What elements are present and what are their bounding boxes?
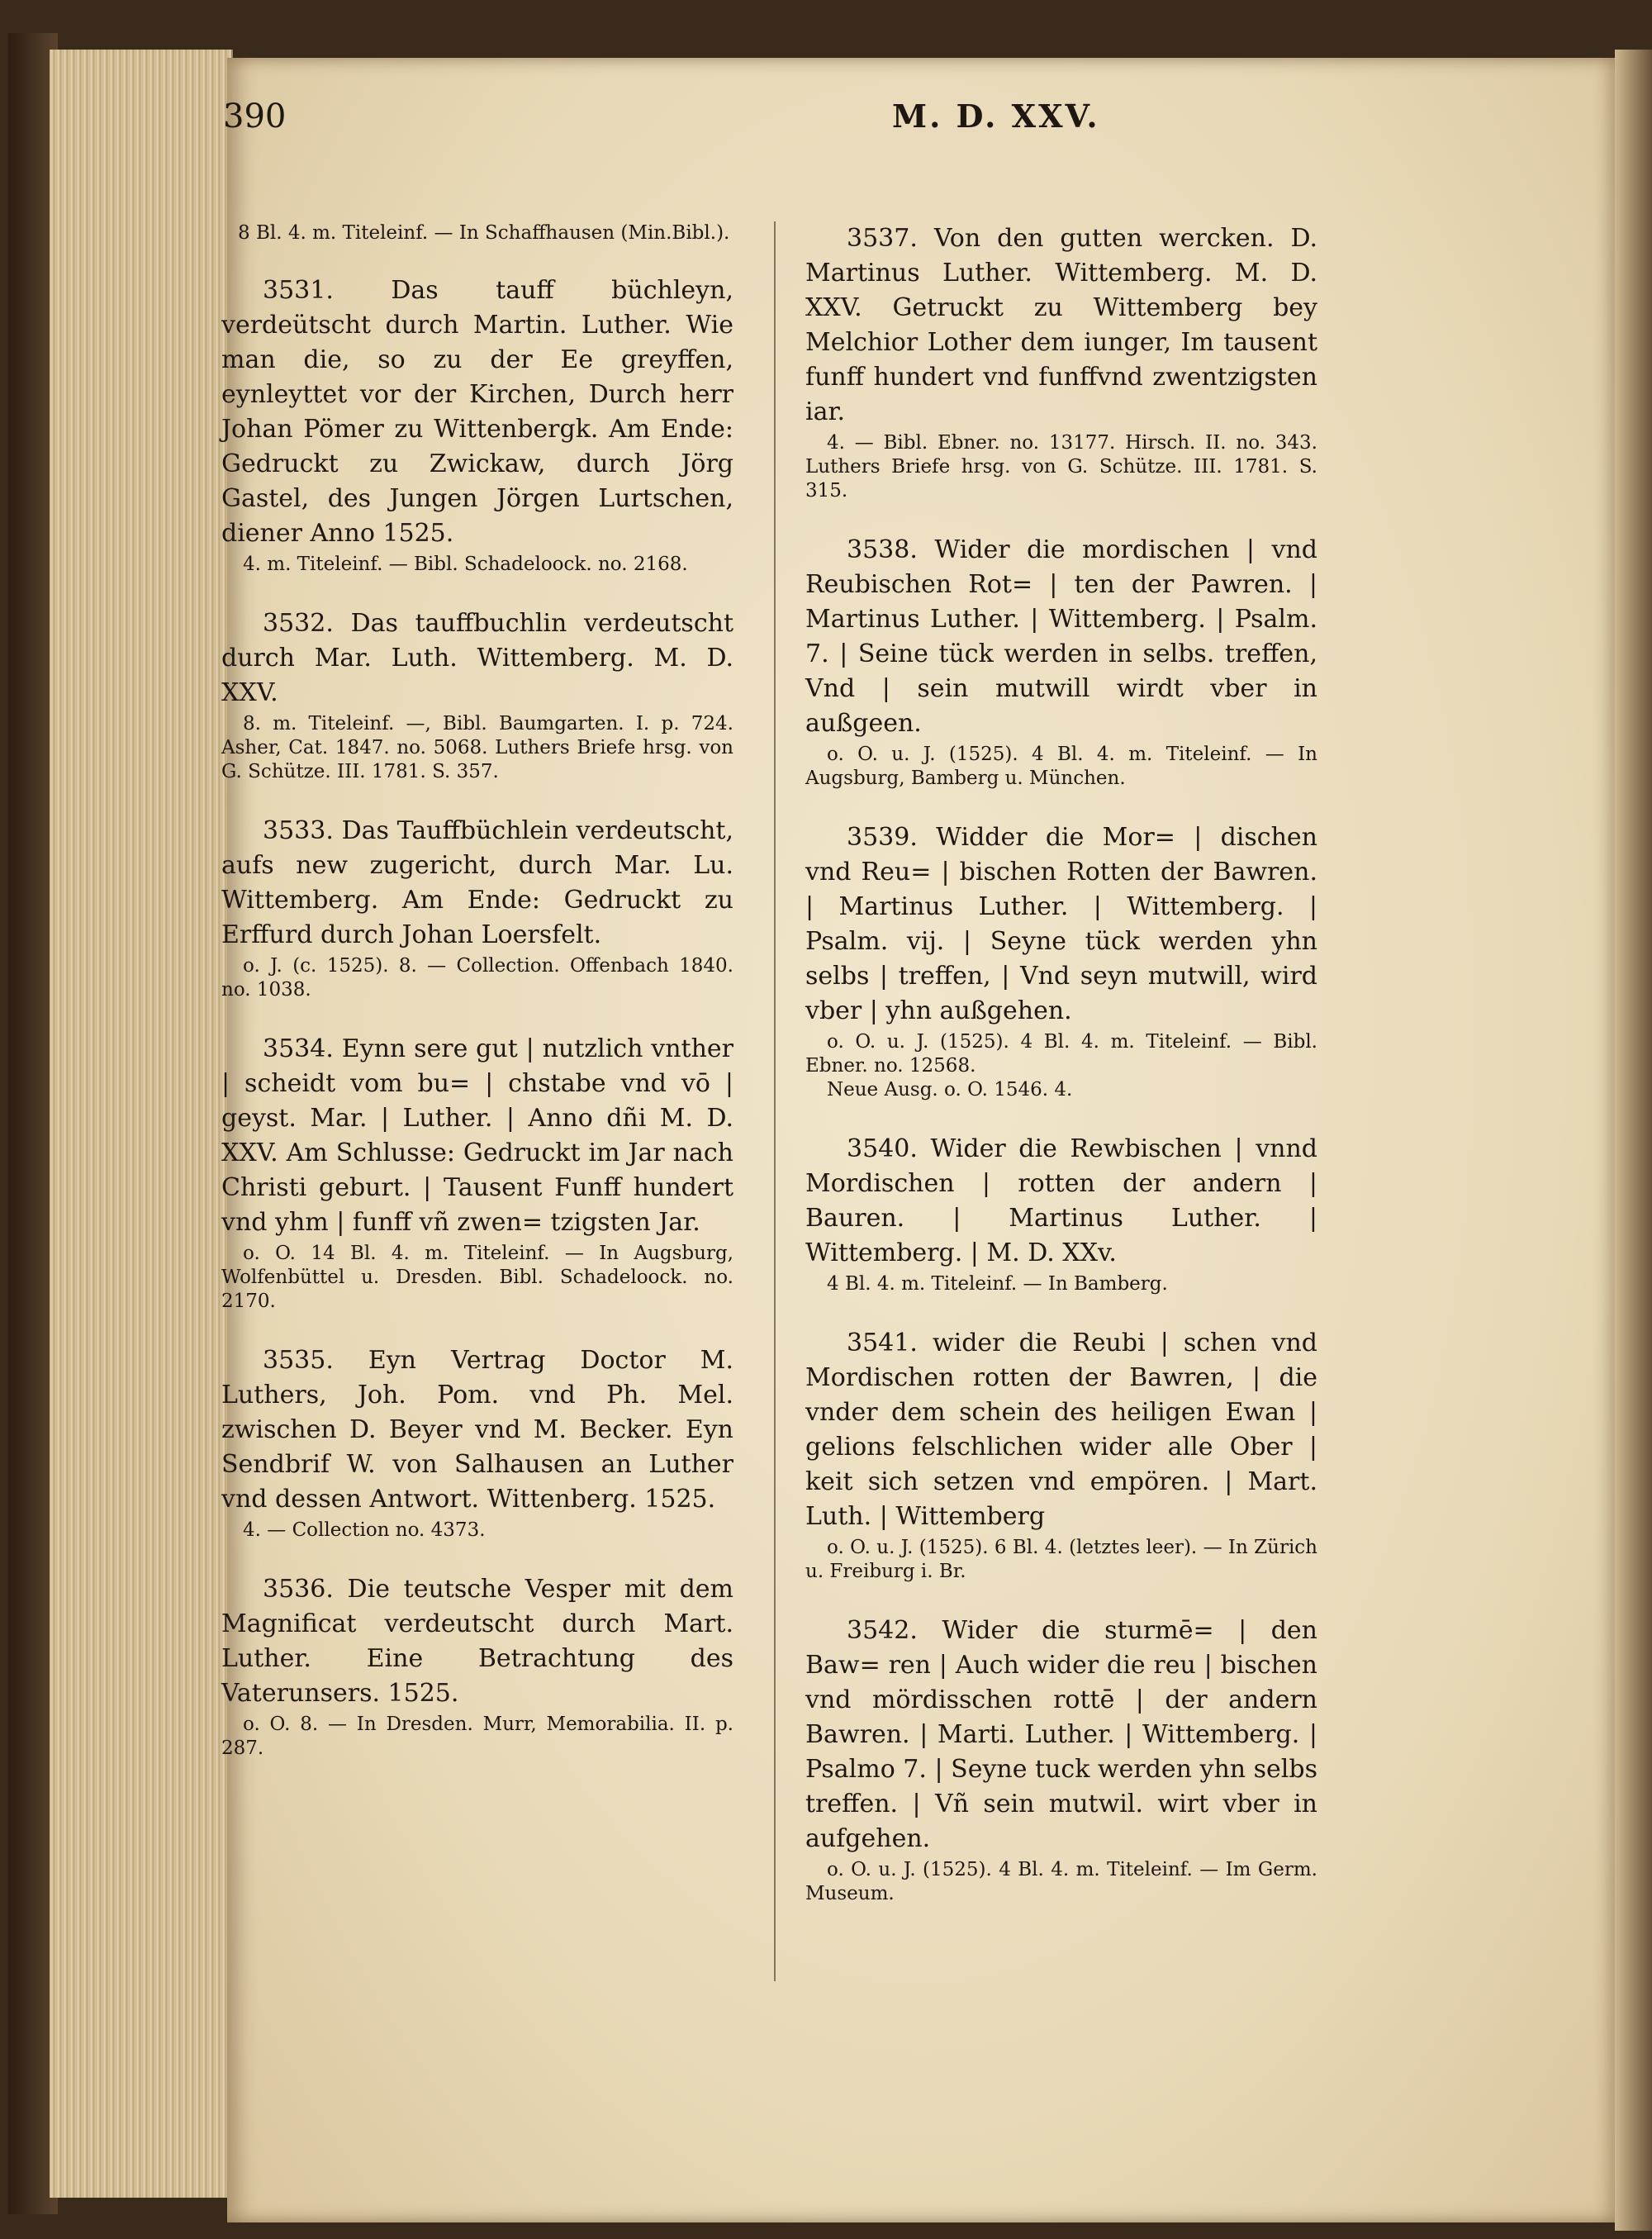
running-title: M. D. XXV. (892, 97, 1100, 135)
entry-title: 3540. Wider die Rewbischen | vnnd Mordischen | rotten der andern | Bauren. | Martinus Luther. | Wittemberg. | M. D. XXv. (805, 1134, 1317, 1267)
left-column (221, 221, 733, 1790)
facing-page-edge (1615, 50, 1652, 2231)
entry-note: 4 Bl. 4. m. Titeleinf. — In Bamberg. (827, 1273, 1168, 1295)
entry-note: 4. m. Titeleinf. — Bibl. Schadeloock. no. 2168. (243, 554, 688, 575)
entry-note: o. J. (c. 1525). 8. — Collection. Offenbach 1840. no. 1038. (221, 955, 733, 1001)
entry-note: o. O. u. J. (1525). 4 Bl. 4. m. Titeleinf. — Bibl. Ebner. no. 12568. (805, 1031, 1317, 1077)
entry-title: 3534. Eynn sere gut | nutzlich vnther | scheidt vom bu= | chstabe vnd vō | geyst. Mar. | Luther. | Anno dñi M. D. XXV. Am Schlusse: Gedruckt im Jar nach Christi geburt. | Tausent Funff hundert vnd yhm | funff vñ zwen= tzigsten Jar. (221, 1034, 733, 1237)
entry-3535 (221, 1343, 733, 1543)
column-divider (774, 221, 776, 1981)
entry-3532 (221, 606, 733, 784)
entry-3536 (221, 1572, 733, 1761)
entry-title: 3541. wider die Reubi | schen vnd Mordischen rotten der Bawren, | die vnder dem schein des heiligen Ewan | gelions felschlichen wider alle Ober | keit sich setzen vnd empören. | Mart. Luth. | Wittemberg (805, 1329, 1317, 1531)
entry-note: 4. — Bibl. Ebner. no. 13177. Hirsch. II. no. 343. Luthers Briefe hrsg. von G. Schütze. III. 1781. S. 315. (805, 432, 1317, 502)
entry-note: o. O. 8. — In Dresden. Murr, Memorabilia. II. p. 287. (221, 1714, 733, 1759)
entry-note: 4. — Collection no. 4373. (243, 1519, 486, 1541)
entry-note: o. O. u. J. (1525). 6 Bl. 4. (letztes leer). — In Zürich u. Freiburg i. Br. (805, 1537, 1317, 1582)
entry-title: 3542. Wider die sturmē= | den Baw= ren | Auch wider die reu | bischen vnd mördisschen rottē | der andern Bawren. | Marti. Luther. | Wittemberg. | Psalmo 7. | Seyne tuck werden yhn selbs treffen. | Vñ sein mutwil. wirt vber in aufgehen. (805, 1616, 1317, 1853)
entry-3539 (805, 820, 1317, 1102)
right-column (805, 221, 1317, 1936)
page-header (0, 97, 1652, 155)
entry-note: o. O. u. J. (1525). 4 Bl. 4. m. Titeleinf. — In Augsburg, Bamberg u. München. (805, 744, 1317, 789)
entry-3534 (221, 1032, 733, 1314)
entry-3542 (805, 1614, 1317, 1906)
entry-title: 3538. Wider die mordischen | vnd Reubischen Rot= | ten der Pawren. | Martinus Luther. | Wittemberg. | Psalm. 7. | Seine tück werden in selbs. treffen, Vnd | sein mutwill wirdt vber in außgeen. (805, 535, 1317, 738)
entry-3533 (221, 814, 733, 1002)
entry-title: 3536. Die teutsche Vesper mit dem Magnificat verdeutscht durch Mart. Luther. Eine Betrachtung des Vaterunsers. 1525. (221, 1575, 733, 1708)
entry-3540 (805, 1132, 1317, 1296)
entry-note: 8. m. Titeleinf. —, Bibl. Baumgarten. I. p. 724. Asher, Cat. 1847. no. 5068. Luthers Briefe hrsg. von G. Schütze. III. 1781. S. 357. (221, 713, 733, 782)
entry-title: 3535. Eyn Vertrag Doctor M. Luthers, Joh. Pom. vnd Ph. Mel. zwischen D. Beyer vnd M. Becker. Eyn Sendbrif W. von Salhausen an Luther vnd dessen Antwort. Wittenberg. 1525. (221, 1346, 733, 1514)
entry-note: o. O. 14 Bl. 4. m. Titeleinf. — In Augsburg, Wolfenbüttel u. Dresden. Bibl. Schadeloock. no. 2170. (221, 1243, 733, 1312)
entry-title: 3537. Von den gutten wercken. D. Martinus Luther. Wittemberg. M. D. XXV. Getruckt zu Wittemberg bey Melchior Lother dem iunger, Im tausent funff hundert vnd funffvnd zwentzigsten iar. (805, 224, 1317, 426)
entry-title: 3539. Widder die Mor= | dischen vnd Reu= | bischen Rotten der Bawren. | Martinus Luther. | Wittemberg. | Psalm. vij. | Seyne tück werden yhn selbs | treffen, | Vnd seyn mutwill, wird vber | yhn außgehen. (805, 823, 1317, 1025)
entry-3538 (805, 533, 1317, 791)
entry-note: o. O. u. J. (1525). 4 Bl. 4. m. Titeleinf. — Im Germ. Museum. (805, 1859, 1317, 1904)
entry-3531 (221, 273, 733, 577)
page-number: 390 (223, 97, 287, 135)
entry-title: 3532. Das tauffbuchlin verdeutscht durch Mar. Luth. Wittemberg. M. D. XXV. (221, 609, 733, 707)
page-stack-edge (50, 50, 233, 2198)
continuation-note: 8 Bl. 4. m. Titeleinf. — In Schaffhausen (Min.Bibl.). (238, 222, 730, 244)
entry-note-secondary: Neue Ausg. o. O. 1546. 4. (827, 1079, 1073, 1100)
entry-3537 (805, 221, 1317, 503)
entry-title: 3531. Das tauff büchleyn, verdeütscht durch Martin. Luther. Wie man die, so zu der Ee greyffen, eynleyttet vor der Kirchen, Durch herr Johan Pömer zu Wittenbergk. Am Ende: Gedruckt zu Zwickaw, durch Jörg Gastel, des Jungen Jörgen Lurtschen, diener Anno 1525. (221, 276, 733, 548)
entry-title: 3533. Das Tauffbüchlein verdeutscht, aufs new zugericht, durch Mar. Lu. Wittemberg. Am Ende: Gedruckt zu Erffurd durch Johan Loersfelt. (221, 816, 733, 949)
entry-3541 (805, 1326, 1317, 1584)
